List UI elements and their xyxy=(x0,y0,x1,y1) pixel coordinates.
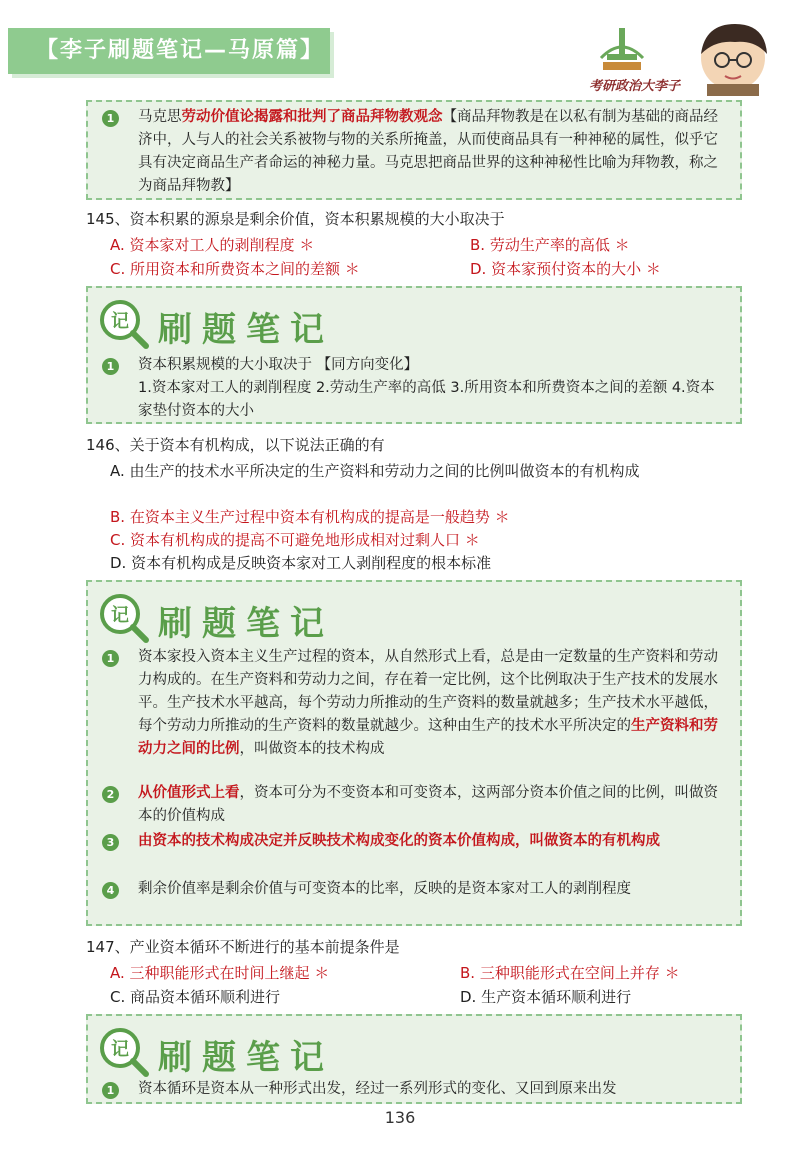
note-box-top xyxy=(86,100,742,200)
note-highlight: 从价值形式上看 xyxy=(138,785,240,801)
badge-text: 记 xyxy=(111,605,129,626)
option-146-c: C. 资本有机构成的提高不可避免地形成相对过剩人口 ＊ xyxy=(110,531,480,549)
option-145-d: D. 资本家预付资本的大小 ＊ xyxy=(470,260,661,278)
note-text: 资本循环是资本从一种形式出发，经过一系列形式的变化、又回到原来出发 xyxy=(138,1081,617,1097)
option-146-d: D. 资本有机构成是反映资本家对工人剥削程度的根本标准 xyxy=(110,554,492,572)
note-text: 马克思 xyxy=(138,109,182,125)
option-147-a: A. 三种职能形式在时间上继起 ＊ xyxy=(110,964,330,982)
number-badge: 1 xyxy=(102,650,119,667)
option-147-b: B. 三种职能形式在空间上并存 ＊ xyxy=(460,964,680,982)
option-147-c: C. 商品资本循环顺利进行 xyxy=(110,988,281,1006)
option-147-d: D. 生产资本循环顺利进行 xyxy=(460,988,632,1006)
badge-text: 记 xyxy=(111,311,129,332)
note-header xyxy=(88,1016,740,1076)
option-146-b: B. 在资本主义生产过程中资本有机构成的提高是一般趋势 ＊ xyxy=(110,508,510,526)
note-highlight: 生产资料和劳动力之间的比例 xyxy=(138,718,718,757)
logo-text: 考研政治大李子 xyxy=(589,79,681,94)
note-title: 刷题笔记 xyxy=(158,604,334,644)
question-146-stem: 146、关于资本有机构成，以下说法正确的有 xyxy=(86,436,385,454)
number-badge: 3 xyxy=(102,834,119,851)
number-badge: 1 xyxy=(102,110,119,127)
option-145-a: A. 资本家对工人的剥削程度 ＊ xyxy=(110,236,315,254)
question-145-stem: 145、资本积累的源泉是剩余价值，资本积累规模的大小取决于 xyxy=(86,210,505,228)
note-highlight: 劳动价值论揭露和批判了商品拜物教观念 xyxy=(181,109,443,125)
note-highlight: 由资本的技术构成决定并反映技术构成变化的资本价值构成，叫做资本的有机构成 xyxy=(138,833,660,849)
number-badge: 2 xyxy=(102,786,119,803)
note-item xyxy=(102,830,728,853)
page-number: 136 xyxy=(384,1108,416,1127)
logo-emblem-icon xyxy=(575,18,795,96)
number-badge: 1 xyxy=(102,1082,119,1099)
note-header xyxy=(88,582,740,656)
header-banner xyxy=(8,28,330,74)
magnifier-badge-icon xyxy=(96,1024,152,1080)
note-item xyxy=(102,878,728,901)
note-title: 刷题笔记 xyxy=(158,1038,334,1078)
header-banner-text: 【李子刷题笔记—马原篇】 xyxy=(36,38,325,63)
note-box-147 xyxy=(86,1014,742,1104)
note-text: ，资本可分为不变资本和可变资本，这两部分资本价值之间的比例，叫做资本的价值构成 xyxy=(138,785,718,824)
note-item xyxy=(102,1078,728,1101)
note-box-146 xyxy=(86,580,742,926)
logo xyxy=(575,18,795,96)
note-text: 剩余价值率是剩余价值与可变资本的比率，反映的是资本家对工人的剥削程度 xyxy=(138,881,631,897)
note-text: 资本家投入资本主义生产过程的资本，从自然形式上看，总是由一定数量的生产资料和劳动力构成的。在生产资料和劳动力之间，存在着一定比例，这个比例取决于生产技术的发展水平。生产技术水平越高，每个劳动力所推动的生产资料的数量就越多；生产技术水平越低，每个劳动力所推动的生产资料的数量就越少。这种由生产的技术水平所决定的 xyxy=(138,649,718,734)
option-146-a: A. 由生产的技术水平所决定的生产资料和劳动力之间的比例叫做资本的有机构成 xyxy=(110,462,640,480)
note-title: 刷题笔记 xyxy=(158,310,334,350)
number-badge: 1 xyxy=(102,358,119,375)
number-badge: 4 xyxy=(102,882,119,899)
note-item xyxy=(102,106,728,198)
magnifier-badge-icon xyxy=(96,296,152,352)
note-text: 资本积累规模的大小取决于 【同方向变化】 xyxy=(138,357,419,373)
note-text: 【商品拜物教是在以私有制为基础的商品经济中，人与人的社会关系被物与物的关系所掩盖，从而使商品具有一种神秘的属性，似乎它具有决定商品生产者命运的神秘力量。马克思把商品世界的这种神秘性比喻为拜物教，称之为商品拜物教】 xyxy=(138,109,718,194)
badge-text: 记 xyxy=(111,1039,129,1060)
option-145-b: B. 劳动生产率的高低 ＊ xyxy=(470,236,630,254)
note-header xyxy=(88,288,740,362)
magnifier-badge-icon xyxy=(96,590,152,646)
option-145-c: C. 所用资本和所费资本之间的差额 ＊ xyxy=(110,260,360,278)
note-box-145 xyxy=(86,286,742,424)
note-item xyxy=(102,354,728,423)
note-text: 1.资本家对工人的剥削程度 2.劳动生产率的高低 3.所用资本和所费资本之间的差额 4.资本家垫付资本的大小 xyxy=(138,380,715,419)
note-text: ，叫做资本的技术构成 xyxy=(239,741,385,757)
note-item xyxy=(102,782,728,828)
question-147-stem: 147、产业资本循环不断进行的基本前提条件是 xyxy=(86,938,400,956)
note-item xyxy=(102,646,728,761)
